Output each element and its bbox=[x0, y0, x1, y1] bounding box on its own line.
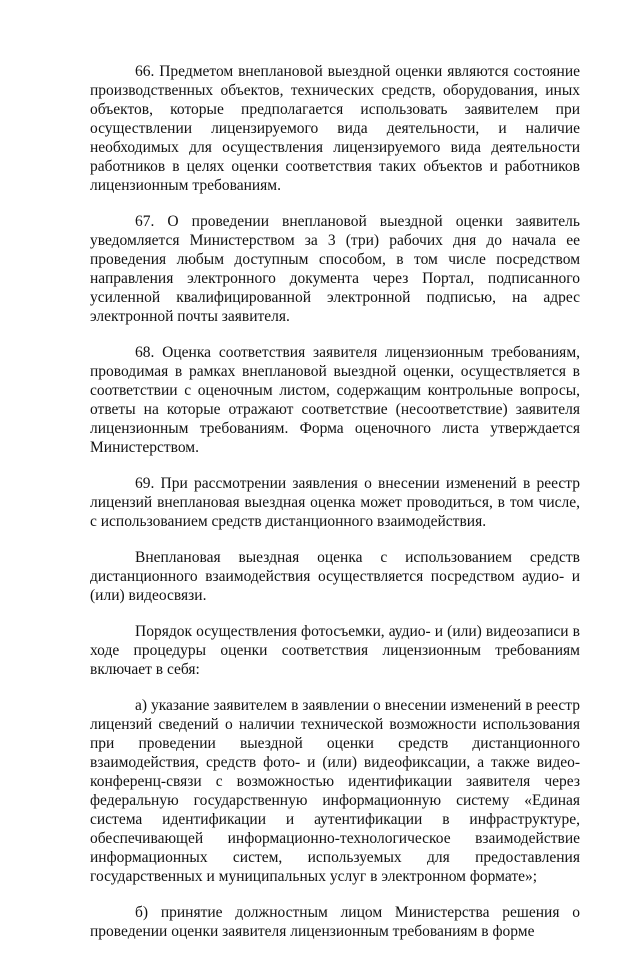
paragraph-68: 68. Оценка соответствия заявителя лицензионным требованиям, проводимая в рамках внеплановой выездной оценки, осуществляется в соответствии с оценочным листом, содержащим контрольные вопросы, ответы на которые отражают соответствие (несоответствие) заявителя лицензионным требованиям. Форма оценочного листа утверждается Министерством. bbox=[90, 344, 580, 456]
paragraph-67: 67. О проведении внеплановой выездной оценки заявитель уведомляется Министерством за 3 (три) рабочих дня до начала ее проведения любым доступным способом, в том числе посредством направления электронного документа через Портал, подписанного усиленной квалифицированной электронной подписью, на адрес электронной почты заявителя. bbox=[90, 213, 580, 325]
paragraph-item-b: б) принятие должностным лицом Министерства решения о проведении оценки заявителя лицензионным требованиям в форме bbox=[90, 904, 580, 940]
paragraph-69: 69. При рассмотрении заявления о внесении изменений в реестр лицензий внеплановая выездная оценка может проводиться, в том числе, с использованием средств дистанционного взаимодействия. bbox=[90, 475, 580, 530]
paragraph-remote-assessment: Внеплановая выездная оценка с использованием средств дистанционного взаимодействия осуществляется посредством аудио- и (или) видеосвязи. bbox=[90, 549, 580, 604]
paragraph-66: 66. Предметом внеплановой выездной оценки являются состояние производственных объектов, технических средств, оборудования, иных объектов, которые предполагается использовать заявителем при осуществлении лицензируемого вида деятельности, и наличие необходимых для осуществления лицензируемого вида деятельности работников в целях оценки соответствия таких объектов и работников лицензионным требованиям. bbox=[90, 63, 580, 194]
document-body bbox=[90, 62, 580, 958]
paragraph-item-a: а) указание заявителем в заявлении о внесении изменений в реестр лицензий сведений о наличии технической возможности использования при проведении выездной оценки средств дистанционного взаимодействия, средств фото- и (или) видеофиксации, а также видео-конференц-связи с возможностью идентификации заявителя через федеральную государственную информационную систему «Единая система идентификации и аутентификации в инфраструктуре, обеспечивающей информационно-технологическое взаимодействие информационных систем, используемых для предоставления государственных и муниципальных услуг в электронном формате»; bbox=[90, 697, 580, 885]
paragraph-procedure-intro: Порядок осуществления фотосъемки, аудио- и (или) видеозаписи в ходе процедуры оценки соответствия лицензионным требованиям включает в себя: bbox=[90, 623, 580, 678]
